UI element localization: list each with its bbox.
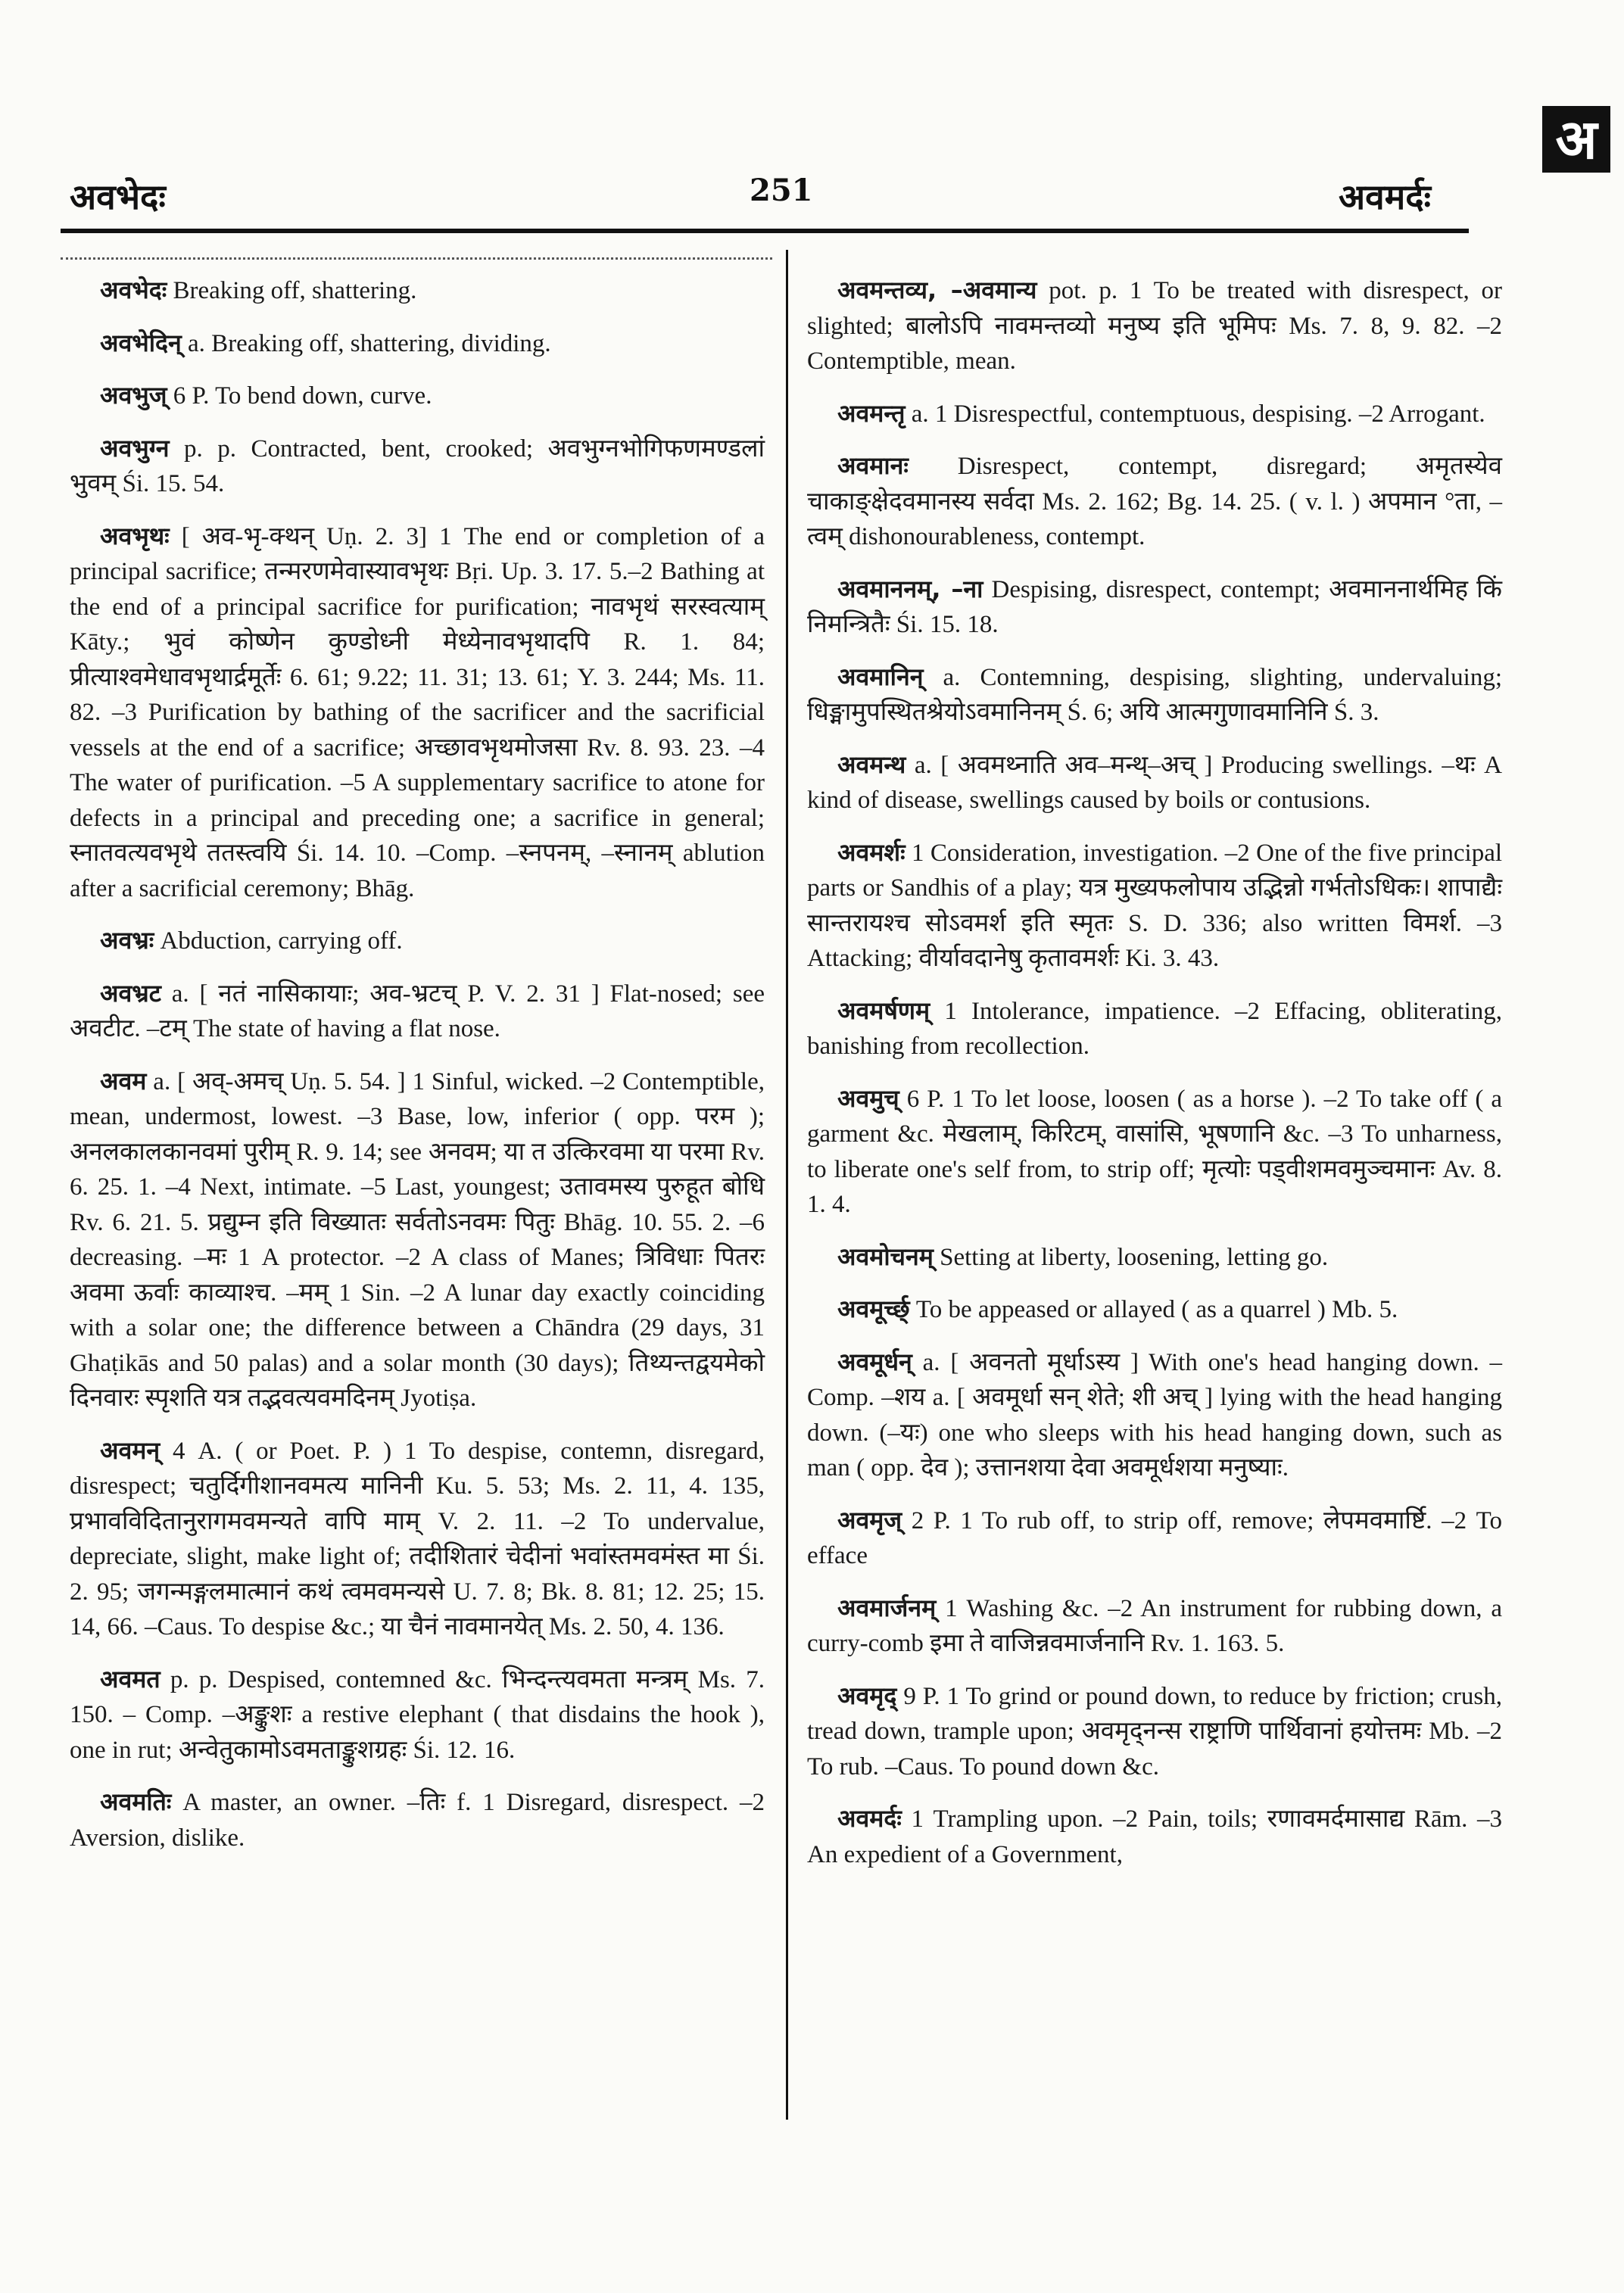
headword: अवम xyxy=(100,1066,147,1095)
definition: Disrespect, contempt, disregard; अमृतस्येव चाकाङ्क्षेदवमानस्य सर्वदा Ms. 2. 162; Bg. 14. 25. ( v. l. ) अपमान °ता, –त्वम् dishonourableness, contempt. xyxy=(807,453,1502,550)
definition: a. 1 Disrespectful, contemptuous, despising. –2 Arrogant. xyxy=(911,400,1485,428)
dotted-rule xyxy=(61,257,772,260)
dictionary-entry xyxy=(70,1662,765,1768)
right-column xyxy=(807,273,1502,1889)
dictionary-entry xyxy=(70,326,765,362)
definition: Despising, disrespect, contempt; अवमाननार्थमिह किं निमन्त्रितैः Śi. 15. 18. xyxy=(807,575,1502,638)
definition: a. [ अव्-अमच् Uṇ. 5. 54. ] 1 Sinful, wicked. –2 Contemptible, mean, undermost, lowest. –3 Base, low, inferior ( opp. परम ); अनलकालकानवमां पुरीम् R. 9. 14; see अनवम; या त उत्किरवमा या परमा Rv. 6. 25. 1. –4 Next, intimate. –5 Last, youngest; उतावमस्य पुरुहूत बोधि Rv. 6. 21. 5. प्रद्युम्न इति विख्यातः सर्वतोऽनवमः पितुः Bhāg. 10. 55. 2. –6 decreasing. –मः 1 A protector. –2 A class of Manes; त्रिविधाः पितरः अवमा ऊर्वाः काव्याश्च. –मम् 1 Sin. –2 A lunar day exactly coinciding with a solar one; the difference between a Chāndra (29 days, 31 Ghaṭikās and 50 palas) and a solar month (30 days); तिथ्यन्तद्वयमेको दिनवारः स्पृशति यत्र तद्भवत्यवमदिनम् Jyotiṣa. xyxy=(70,1067,765,1412)
headword: अवभेदः xyxy=(100,276,167,304)
definition: Abduction, carrying off. xyxy=(160,927,403,955)
dictionary-entry xyxy=(807,1590,1502,1662)
dictionary-entry xyxy=(70,976,765,1047)
headword: अवमार्जनम् xyxy=(837,1593,937,1622)
headword: अवमूर्धन् xyxy=(837,1347,912,1376)
definition: 6 P. 1 To let loose, loosen ( as a horse ). –2 To take off ( a garment &c. मेखलाम्, किरिटम्, वासांसि, भूषणानि &c. –3 To unharness, to liberate one's self from, to strip off; मृत्योः पड्वीशमवमुञ्चमानः Av. 8. 1. 4. xyxy=(807,1085,1502,1218)
headword: अवमतिः xyxy=(100,1787,172,1816)
definition: Breaking off, shattering. xyxy=(173,277,417,304)
definition: A master, an owner. –तिः f. 1 Disregard, disrespect. –2 Aversion, dislike. xyxy=(70,1789,765,1852)
right-guideword: अवमर्दः xyxy=(1339,176,1431,217)
headword: अवमत xyxy=(100,1664,161,1693)
headword: अवमानिन् xyxy=(837,662,924,691)
definition: 1 Intolerance, impatience. –2 Effacing, obliterating, banishing from recollection. xyxy=(807,997,1503,1060)
dictionary-entry xyxy=(70,1064,765,1416)
column-divider xyxy=(786,250,788,2120)
headword: अवभुग्न xyxy=(100,433,170,463)
dictionary-entry xyxy=(807,835,1502,977)
dictionary-entry xyxy=(807,1678,1502,1785)
definition: 6 P. To bend down, curve. xyxy=(173,382,432,410)
dictionary-entry xyxy=(807,1291,1502,1328)
definition: 4 A. ( or Poet. P. ) 1 To despise, contemn, disregard, disrespect; चतुर्दिगीशानवमत्य मानिनी Ku. 5. 53; Ms. 2. 11, 4. 135, प्रभावविदितानुरागमवमन्यते वापि माम् V. 2. 11. –2 To undervalue, depreciate, slight, make light of; तदीशितारं चेदीनां भवांस्तमवमंस्त मा Śi. 2. 95; जगन्मङ्गलमात्मानं कथं त्वमवमन्यसे U. 7. 8; Bk. 8. 81; 12. 25; 15. 14, 66. –Caus. To despise &c.; या चैनं नावमानयेत् Ms. 2. 50, 4. 136. xyxy=(70,1437,765,1640)
headword: अवमर्शः xyxy=(837,837,906,867)
header-rule xyxy=(61,229,1469,233)
dictionary-entry xyxy=(807,1081,1502,1223)
headword: अवमुच् xyxy=(837,1083,899,1113)
definition: a. [ अवनतो मूर्धाऽस्य ] With one's head hanging down. –Comp. –शय a. [ अवमूर्धा सन् शेते; शी अच् ] lying with the head hanging down. (–यः) one who sleeps with his head hanging down, such as man ( opp. देव ); उत्तानशया देवा अवमूर्धशया मनुष्याः. xyxy=(807,1348,1503,1481)
definition: 1 Washing &c. –2 An instrument for rubbing down, a curry-comb इमा ते वाजिन्नवमार्जनानि Rv. 1. 163. 5. xyxy=(807,1594,1502,1657)
headword: अवमृज् xyxy=(837,1505,902,1534)
page-number: 251 xyxy=(750,173,813,208)
headword: अवमर्षणम् xyxy=(837,995,930,1025)
dictionary-entry xyxy=(70,1784,765,1855)
headword: अवमन्तव्य, –अवमान्य xyxy=(837,276,1037,304)
dictionary-entry xyxy=(70,519,765,907)
dictionary-entry xyxy=(807,659,1502,731)
definition: a. [ नतं नासिकायाः; अव-भ्रटच् P. V. 2. 31 ] Flat-nosed; see अवटीट. –टम् The state of having a flat nose. xyxy=(70,980,765,1042)
headword: अवमूर्च्छ् xyxy=(837,1294,910,1323)
definition: p. p. Despised, contemned &c. भिन्दन्त्यवमता मन्त्रम् Ms. 7. 150. – Comp. –अङ्कुशः a restive elephant ( that disdains the hook ), one in rut; अन्वेतुकामोऽवमताङ्कुशग्रहः Śi. 12. 16. xyxy=(70,1665,765,1764)
dictionary-entry xyxy=(807,572,1502,643)
definition: [ अव-भृ-क्थन् Uṇ. 2. 3] 1 The end or completion of a principal sacrifice; तन्मरणमेवास्यावभृथः Bṛi. Up. 3. 17. 5.–2 Bathing at the end of a principal sacrifice for purification; नावभृथं सरस्वत्याम् Kāty.; भुवं कोष्णेन कुण्डोध्नी मेध्येनावभृथादपि R. 1. 84; प्रीत्याश्वमेधावभृथार्द्रमूर्तेः 6. 61; 9.22; 11. 31; 13. 61; Y. 3. 244; Ms. 11. 82. –3 Purification by bathing of the sacrificer and the sacrificial vessels at the end of a sacrifice; अच्छावभृथमोजसा Rv. 8. 93. 23. –4 The water of purification. –5 A supplementary sacrifice to atone for defects in a principal and preceding one; a sacrifice in general; स्नातवत्यवभृथे ततस्त्वयि Śi. 14. 10. –Comp. –स्नपनम्, –स्नानम् ablution after a sacrificial ceremony; Bhāg. xyxy=(70,522,765,902)
headword: अवमन्तृ xyxy=(837,398,906,428)
dictionary-entry xyxy=(807,993,1502,1064)
dictionary-entry xyxy=(807,448,1502,555)
headword: अवमानः xyxy=(837,451,909,480)
left-column xyxy=(70,273,765,1872)
headword: अवभेदिन् xyxy=(100,328,182,357)
dictionary-entry xyxy=(70,378,765,414)
dictionary-entry xyxy=(807,1239,1502,1276)
headword: अवमन्थ xyxy=(837,749,906,779)
definition: a. [ अवमथ्नाति अव–मन्थ्–अच् ] Producing swellings. –थः A kind of disease, swellings caused by boils or contusions. xyxy=(807,751,1502,814)
headword: अवमन् xyxy=(100,1435,161,1465)
dictionary-entry xyxy=(807,747,1502,818)
definition: To be appeased or allayed ( as a quarrel ) Mb. 5. xyxy=(915,1296,1398,1323)
headword: अवमर्दः xyxy=(837,1804,902,1833)
headword: अवभ्रः xyxy=(100,926,154,955)
dictionary-entry xyxy=(70,1433,765,1645)
definition: a. Breaking off, shattering, dividing. xyxy=(188,329,551,357)
headword: अवमृद् xyxy=(837,1681,897,1710)
dictionary-entry xyxy=(807,1344,1502,1486)
dictionary-entry xyxy=(807,396,1502,432)
dictionary-entry xyxy=(807,273,1502,379)
definition: 9 P. 1 To grind or pound down, to reduce by friction; crush, tread down, trample upon; अवमृद्नन्स राष्ट्राणि पार्थिवानां हयोत्तमः Mb. –2 To rub. –Caus. To pound down &c. xyxy=(807,1682,1503,1781)
headword: अवमाननम्, –ना xyxy=(837,574,983,603)
thumb-index-tab: अ xyxy=(1542,106,1610,173)
dictionary-entry xyxy=(807,1503,1502,1574)
definition: a. Contemning, despising, slighting, undervaluing; धिङ्मामुपस्थितश्रेयोऽवमानिनम् Ś. 6; अयि आत्मगुणावमानिनि Ś. 3. xyxy=(807,663,1502,726)
headword: अवमोचनम् xyxy=(837,1242,934,1271)
definition: 1 Consideration, investigation. –2 One of the five principal parts or Sandhis of a play; यत्र मुख्यफलोपाय उद्भिन्नो गर्भतोऽधिकः। शापाद्यैः सान्तरायश्च सोऽवमर्श इति स्मृतः S. D. 336; also written विमर्श. –3 Attacking; वीर्यावदानेषु कृतावमर्शः Ki. 3. 43. xyxy=(807,839,1503,972)
left-guideword: अवभेदः xyxy=(70,176,166,217)
headword: अवभृथः xyxy=(100,521,170,550)
definition: p. p. Contracted, bent, crooked; अवभुग्नभोगिफणमण्डलां भुवम् Śi. 15. 54. xyxy=(70,435,765,497)
headword: अवभुज् xyxy=(100,381,167,410)
definition: Setting at liberty, loosening, letting go. xyxy=(940,1243,1329,1271)
definition: 1 Trampling upon. –2 Pain, toils; रणावमर्दमासाद्य Rām. –3 An expedient of a Government, xyxy=(807,1805,1502,1868)
definition: pot. p. 1 To be treated with disrespect, or slighted; बालोऽपि नावमन्तव्यो मनुष्य इति भूमिपः Ms. 7. 8, 9. 82. –2 Contemptible, mean. xyxy=(807,277,1503,375)
definition: 2 P. 1 To rub off, to strip off, remove; लेपमवमार्ष्टि. –2 To efface xyxy=(807,1506,1503,1569)
dictionary-entry xyxy=(807,1801,1502,1872)
dictionary-entry xyxy=(70,923,765,959)
dictionary-entry xyxy=(70,273,765,309)
headword: अवभ्रट xyxy=(100,978,161,1008)
dictionary-entry xyxy=(70,431,765,502)
